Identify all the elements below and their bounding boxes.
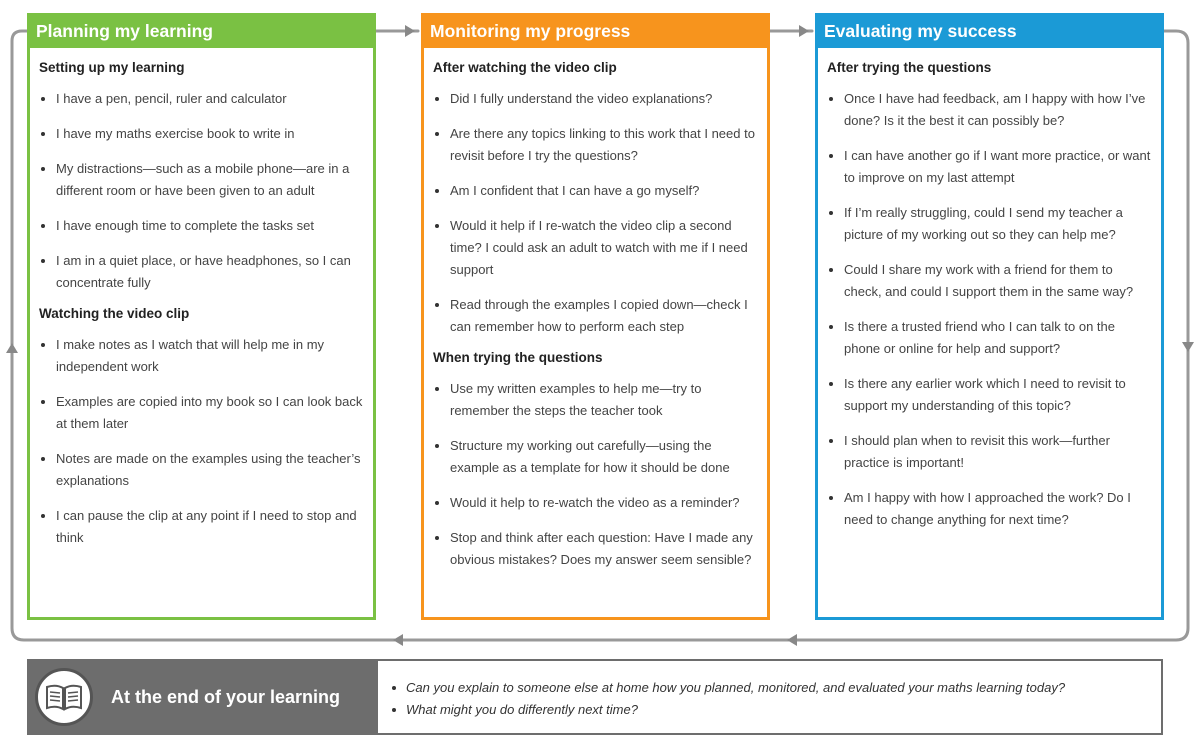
arrow-left-bottom-2 — [393, 634, 403, 646]
planning-title: Planning my learning — [29, 15, 374, 48]
checklist — [39, 334, 363, 549]
checklist — [39, 88, 363, 294]
list-item: Is there a trusted friend who I can talk to on the phone or online for help and support? — [827, 316, 1151, 360]
end-of-learning-title: At the end of your learning — [111, 687, 341, 707]
end-of-learning-header — [29, 661, 378, 733]
open-book-icon — [35, 668, 93, 726]
list-item: Use my written examples to help me—try to remember the steps the teacher took — [433, 378, 757, 422]
list-item: I can have another go if I want more practice, or want to improve on my last attempt — [827, 145, 1151, 189]
checklist — [433, 378, 757, 571]
list-item: What might you do differently next time? — [389, 699, 1065, 721]
checklist — [433, 88, 757, 338]
list-item: I have my maths exercise book to write in — [39, 123, 363, 145]
list-item: Stop and think after each question: Have I made any obvious mistakes? Does my answer seem sensible? — [433, 527, 757, 571]
evaluating-column — [815, 13, 1164, 620]
list-item: Is there any earlier work which I need to revisit to support my understanding of this topic? — [827, 373, 1151, 417]
list-item: Did I fully understand the video explanations? — [433, 88, 757, 110]
end-of-learning-questions — [389, 677, 1065, 721]
evaluating-title: Evaluating my success — [817, 15, 1162, 48]
arrow-right-2 — [799, 25, 809, 37]
list-item: I make notes as I watch that will help me in my independent work — [39, 334, 363, 378]
list-item: Are there any topics linking to this work that I need to revisit before I try the questions? — [433, 123, 757, 167]
list-item: Once I have had feedback, am I happy with how I’ve done? Is it the best it can possibly be? — [827, 88, 1151, 132]
arrow-down-right — [1182, 342, 1194, 352]
list-item: Notes are made on the examples using the teacher’s explanations — [39, 448, 363, 492]
list-item: I have enough time to complete the tasks set — [39, 215, 363, 237]
arrow-right-1 — [405, 25, 415, 37]
section-heading: Setting up my learning — [39, 60, 185, 75]
list-item: Could I share my work with a friend for them to check, and could I support them in the same way? — [827, 259, 1151, 303]
planning-column — [27, 13, 376, 620]
list-item: Would it help to re-watch the video as a reminder? — [433, 492, 757, 514]
list-item: My distractions—such as a mobile phone—are in a different room or have been given to an adult — [39, 158, 363, 202]
list-item: I should plan when to revisit this work—further practice is important! — [827, 430, 1151, 474]
arrow-up-left — [6, 343, 18, 353]
end-of-learning-box — [27, 659, 1163, 735]
list-item: Would it help if I re-watch the video clip a second time? I could ask an adult to watch with me if I need support — [433, 215, 757, 281]
list-item: Am I happy with how I approached the work? Do I need to change anything for next time? — [827, 487, 1151, 531]
list-item: Structure my working out carefully—using the example as a template for how it should be done — [433, 435, 757, 479]
arrow-left-bottom-1 — [787, 634, 797, 646]
monitoring-column — [421, 13, 770, 620]
list-item: Can you explain to someone else at home how you planned, monitored, and evaluated your maths learning today? — [389, 677, 1065, 699]
list-item: I am in a quiet place, or have headphones, so I can concentrate fully — [39, 250, 363, 294]
section-heading: When trying the questions — [433, 350, 603, 365]
list-item: Examples are copied into my book so I can look back at them later — [39, 391, 363, 435]
section-heading: After watching the video clip — [433, 60, 617, 75]
list-item: Read through the examples I copied down—check I can remember how to perform each step — [433, 294, 757, 338]
list-item: I can pause the clip at any point if I need to stop and think — [39, 505, 363, 549]
monitoring-title: Monitoring my progress — [423, 15, 768, 48]
section-heading: Watching the video clip — [39, 306, 190, 321]
list-item: I have a pen, pencil, ruler and calculator — [39, 88, 363, 110]
list-item: If I’m really struggling, could I send my teacher a picture of my working out so they can help me? — [827, 202, 1151, 246]
checklist — [827, 88, 1151, 531]
section-heading: After trying the questions — [827, 60, 992, 75]
list-item: Am I confident that I can have a go myself? — [433, 180, 757, 202]
